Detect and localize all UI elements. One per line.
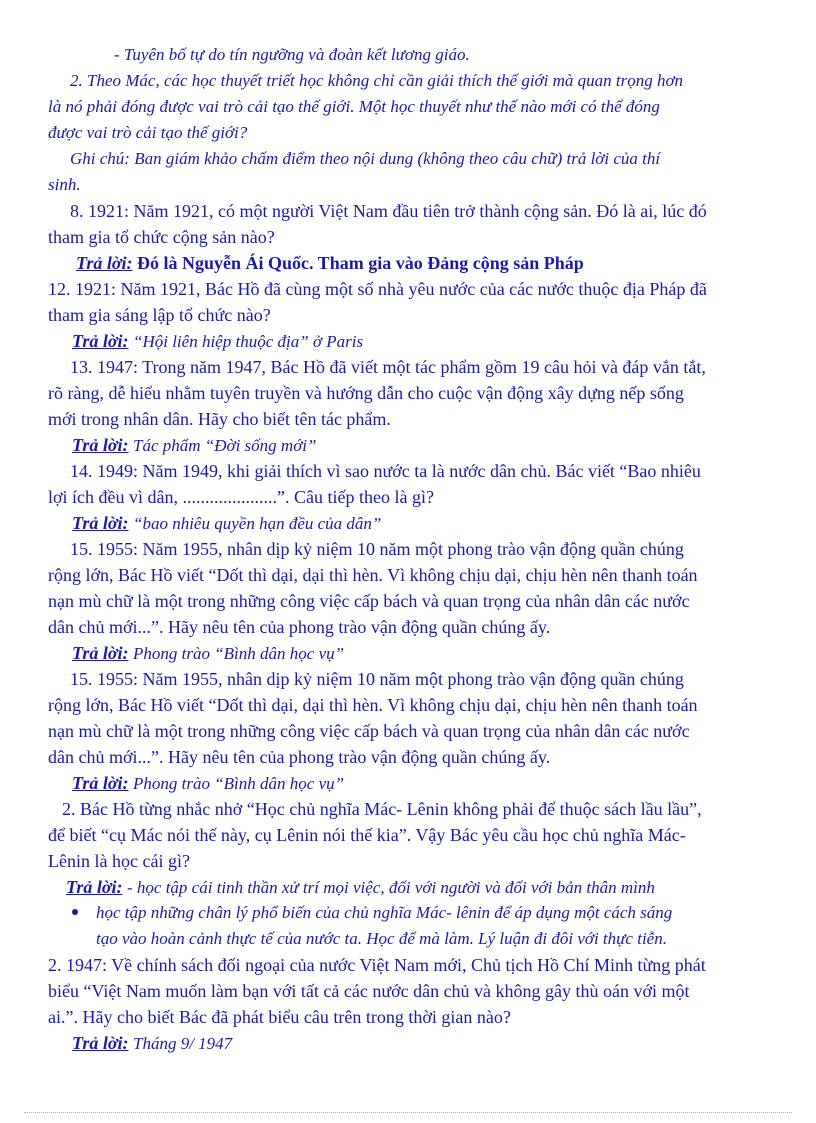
question-line: biểu “Việt Nam muốn làm bạn với tất cả các nước dân chủ và không gây thù oán với một [48,981,690,1001]
answer-line [76,250,584,276]
bullet-icon [72,909,78,915]
question-line: mới trong nhân dân. Hãy cho biết tên tác phẩm. [48,409,391,429]
answer-text: Phong trào “Bình dân học vụ” [133,774,345,793]
question-line: là nó phải đóng được vai trò cải tạo thế giới. Một học thuyết như thế nào mới có thể đóng [48,97,660,116]
question-line: tham gia sáng lập tổ chức nào? [48,305,271,325]
question-line: rộng lớn, Bác Hồ viết “Dốt thì dại, dại thì hèn. Vì không chịu dại, chịu hèn nên thanh toán [48,695,698,715]
bullet-item-text: học tập những chân lý phổ biến của chủ nghĩa Mác- lênin để áp dụng một cách sáng [96,903,673,922]
answer-label: Trả lời: [72,643,129,663]
answer-line [72,328,363,355]
question-line: 2. Theo Mác, các học thuyết triết học không chỉ cần giải thích thế giới mà quan trọng hơn [70,71,684,90]
answer-line [72,1030,232,1057]
question-line: 8. 1921: Năm 1921, có một người Việt Nam đầu tiên trở thành cộng sản. Đó là ai, lúc đó [70,201,707,221]
question-line: 13. 1947: Trong năm 1947, Bác Hồ đã viết một tác phẩm gồm 19 câu hỏi và đáp vắn tắt, [70,357,706,377]
question-line: 12. 1921: Năm 1921, Bác Hồ đã cùng một số nhà yêu nước của các nước thuộc địa Pháp đã [48,279,707,299]
answer-line [66,874,655,901]
answer-text: “Hội liên hiệp thuộc địa” ở Paris [133,332,364,351]
question-line: 2. Bác Hồ từng nhắc nhở “Học chủ nghĩa Mác- Lênin không phải để thuộc sách lầu lầu”, [62,799,702,819]
answer-text: Đó là Nguyễn Ái Quốc. Tham gia vào Đảng cộng sản Pháp [137,253,584,273]
answer-text: Tháng 9/ 1947 [133,1034,233,1053]
answer-label: Trả lời: [72,331,129,351]
page-bottom-divider [24,1112,792,1113]
question-line: rõ ràng, dễ hiểu nhằm tuyên truyền và hướng dẫn cho cuộc vận động xây dựng nếp sống [48,383,684,403]
question-line: 15. 1955: Năm 1955, nhân dịp kỷ niệm 10 năm một phong trào vận động quần chúng [70,669,684,689]
bullet-item-text: tạo vào hoàn cảnh thực tế của nước ta. Học để mà làm. Lý luận đi đôi với thực tiễn. [96,929,667,948]
question-line: lợi ích đều vì dân, .....................”. Câu tiếp theo là gì? [48,487,434,507]
answer-line [72,510,381,537]
answer-text: Tác phẩm “Đời sống mới” [133,436,317,455]
question-line: Lênin là học cái gì? [48,851,190,871]
question-line: dân chủ mới...”. Hãy nêu tên của phong trào vận động quần chúng ấy. [48,617,551,637]
question-line: nạn mù chữ là một trong những công việc cấp bách và quan trọng của nhân dân các nước [48,721,690,741]
answer-label: Trả lời: [72,773,129,793]
question-line: 15. 1955: Năm 1955, nhân dịp kỷ niệm 10 năm một phong trào vận động quần chúng [70,539,684,559]
answer-label: Trả lời: [72,435,129,455]
question-line: rộng lớn, Bác Hồ viết “Dốt thì dại, dại thì hèn. Vì không chịu dại, chịu hèn nên thanh toán [48,565,698,585]
answer-label: Trả lời: [66,877,123,897]
note-line: Ghi chú: Ban giám khảo chấm điểm theo nội dung (không theo câu chữ) trả lời của thí [70,149,661,168]
question-line: nạn mù chữ là một trong những công việc cấp bách và quan trọng của nhân dân các nước [48,591,690,611]
answer-line [72,770,344,797]
question-line: tham gia tổ chức cộng sản nào? [48,227,275,247]
answer-text: - học tập cái tinh thần xử trí mọi việc, đối với người và đối với bản thân mình [127,878,655,897]
answer-line [72,640,344,667]
answer-label: Trả lời: [76,253,133,273]
question-line: dân chủ mới...”. Hãy nêu tên của phong trào vận động quần chúng ấy. [48,747,551,767]
question-line: để biết “cụ Mác nói thế này, cụ Lênin nói thế kia”. Vậy Bác yêu cầu học chủ nghĩa Mác- [48,825,686,845]
question-line: 2. 1947: Về chính sách đối ngoại của nước Việt Nam mới, Chủ tịch Hồ Chí Minh từng phát [48,955,706,975]
answer-text: Phong trào “Bình dân học vụ” [133,644,345,663]
answer-line [72,432,316,459]
question-line: 14. 1949: Năm 1949, khi giải thích vì sao nước ta là nước dân chủ. Bác viết “Bao nhiêu [70,461,701,481]
answer-label: Trả lời: [72,1033,129,1053]
answer-label: Trả lời: [72,513,129,533]
answer-text: “bao nhiêu quyền hạn đều của dân” [133,514,382,533]
note-line: sinh. [48,175,81,194]
question-line: được vai trò cải tạo thế giới? [48,123,248,142]
text-line: - Tuyên bố tự do tín ngưỡng và đoàn kết lương giáo. [114,45,470,64]
question-line: ai.”. Hãy cho biết Bác đã phát biểu câu trên trong thời gian nào? [48,1007,511,1027]
